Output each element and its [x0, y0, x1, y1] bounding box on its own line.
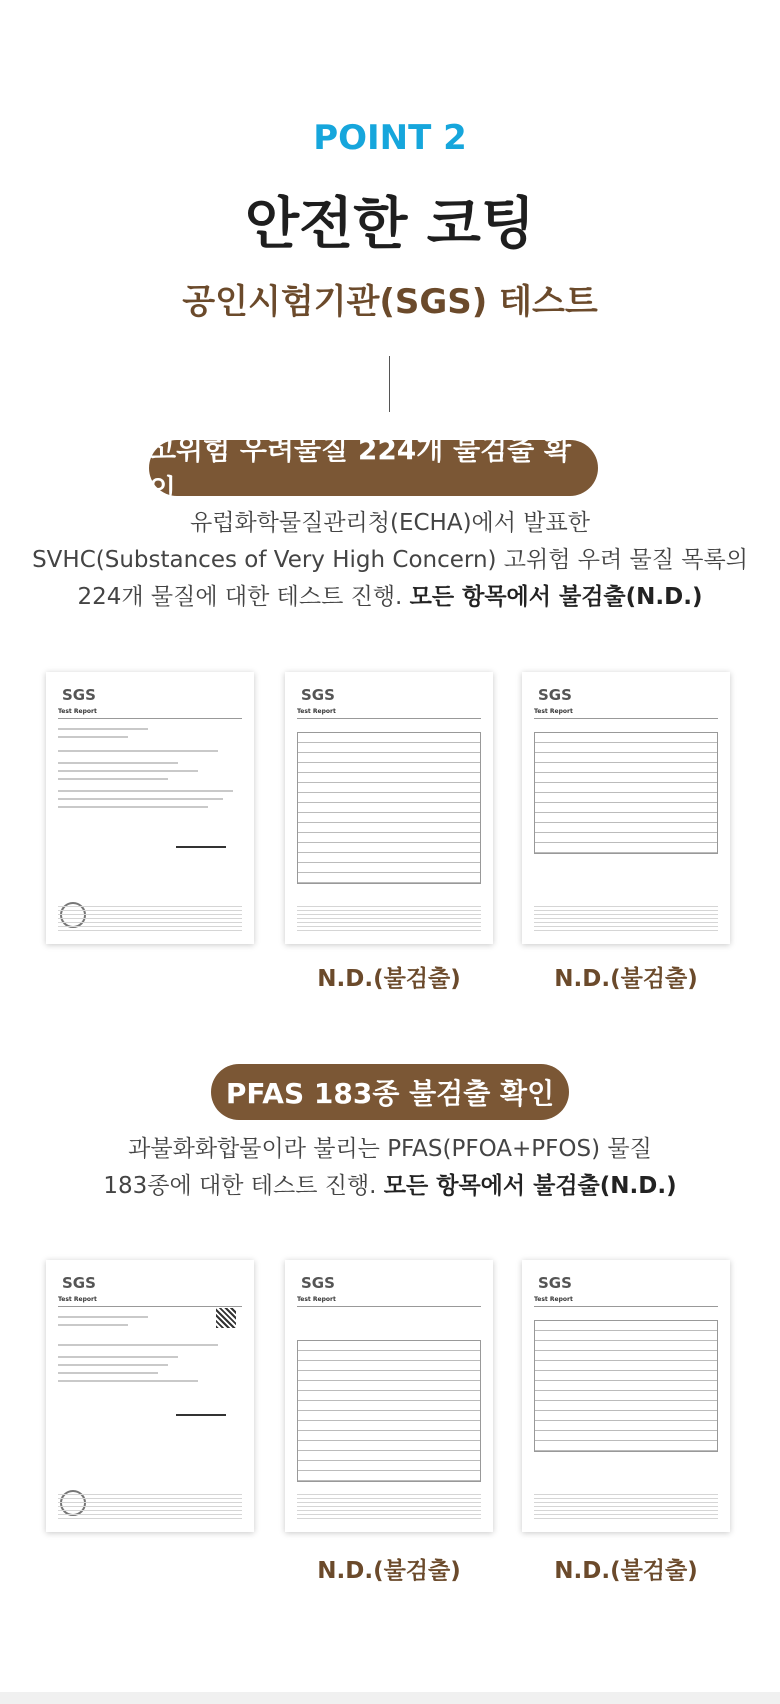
result-table	[534, 1320, 718, 1452]
doc-text-line	[58, 798, 223, 800]
sgs-logo: SGS	[301, 686, 335, 704]
section1-description	[0, 505, 780, 616]
doc-footer	[58, 906, 242, 932]
report-title: Test Report	[534, 1296, 573, 1303]
signature-mark	[176, 832, 226, 848]
doc-rule	[58, 718, 242, 719]
result-label: N.D.(불검출)	[554, 1558, 698, 1584]
sgs-logo: SGS	[538, 686, 572, 704]
doc-rule	[297, 718, 481, 719]
doc-text-line	[58, 1372, 158, 1374]
test-report-document	[522, 1260, 730, 1532]
doc-footer	[297, 1494, 481, 1520]
doc-text-line	[58, 790, 233, 792]
doc-text-line	[58, 1380, 198, 1382]
test-report-document	[285, 672, 493, 944]
bottom-band	[0, 1692, 780, 1704]
point-label: POINT 2	[313, 118, 467, 158]
doc-rule	[534, 718, 718, 719]
doc-text-line	[58, 728, 148, 730]
section2-desc-line: 과불화화합물이라 불리는 PFAS(PFOA+PFOS) 물질	[128, 1136, 652, 1162]
report-title: Test Report	[297, 708, 336, 715]
doc-text-line	[58, 1324, 128, 1326]
doc-footer	[534, 906, 718, 932]
qr-code	[216, 1308, 236, 1328]
doc-text-line	[58, 770, 198, 772]
doc-text-line	[58, 1344, 218, 1346]
doc-footer	[534, 1494, 718, 1520]
test-report-document	[285, 1260, 493, 1532]
section1-pill-label: 고위험 우려물질 224개 불검출 확인	[149, 433, 572, 506]
section1-desc-line: 유럽화학물질관리청(ECHA)에서 발표한	[190, 510, 590, 536]
doc-text-line	[58, 736, 128, 738]
result-label: N.D.(불검출)	[554, 966, 698, 992]
result-label: N.D.(불검출)	[317, 1558, 461, 1584]
report-title: Test Report	[58, 708, 97, 715]
section2-description	[0, 1131, 780, 1205]
test-report-document	[46, 1260, 254, 1532]
doc-text-line	[58, 1356, 178, 1358]
section1-desc-text: 224개 물질에 대한 테스트 진행.	[77, 584, 410, 610]
section1-desc-line: SVHC(Substances of Very High Concern) 고위험 우려 물질 목록의	[32, 547, 748, 573]
sgs-logo: SGS	[301, 1274, 335, 1292]
report-title: Test Report	[58, 1296, 97, 1303]
section1-desc-line	[0, 579, 780, 616]
page-title: 안전한 코팅	[245, 192, 535, 257]
result-table	[297, 732, 481, 884]
page-subtitle: 공인시험기관(SGS) 테스트	[182, 282, 598, 322]
report-title: Test Report	[297, 1296, 336, 1303]
doc-rule	[58, 1306, 242, 1307]
doc-text-line	[58, 750, 218, 752]
section2-desc-line	[0, 1168, 780, 1205]
section2-desc-emphasis: 모든 항목에서 불검출(N.D.)	[383, 1173, 677, 1199]
sgs-logo: SGS	[62, 686, 96, 704]
sgs-logo: SGS	[538, 1274, 572, 1292]
doc-footer	[297, 906, 481, 932]
section1-desc-emphasis: 모든 항목에서 불검출(N.D.)	[409, 584, 703, 610]
result-label: N.D.(불검출)	[317, 966, 461, 992]
report-title: Test Report	[534, 708, 573, 715]
section2-pill-label: PFAS 183종 불검출 확인	[225, 1077, 555, 1110]
vertical-divider	[389, 356, 390, 412]
test-report-document	[46, 672, 254, 944]
doc-rule	[534, 1306, 718, 1307]
doc-text-line	[58, 1364, 168, 1366]
doc-text-line	[58, 1316, 148, 1318]
doc-footer	[58, 1494, 242, 1520]
doc-text-line	[58, 778, 168, 780]
signature-mark	[176, 1400, 226, 1416]
section2-pill-heading	[211, 1064, 569, 1120]
result-table	[297, 1340, 481, 1482]
sgs-logo: SGS	[62, 1274, 96, 1292]
doc-text-line	[58, 762, 178, 764]
section2-desc-text: 183종에 대한 테스트 진행.	[103, 1173, 384, 1199]
doc-rule	[297, 1306, 481, 1307]
test-report-document	[522, 672, 730, 944]
doc-text-line	[58, 806, 208, 808]
result-table	[534, 732, 718, 854]
section1-pill-heading	[149, 433, 598, 506]
